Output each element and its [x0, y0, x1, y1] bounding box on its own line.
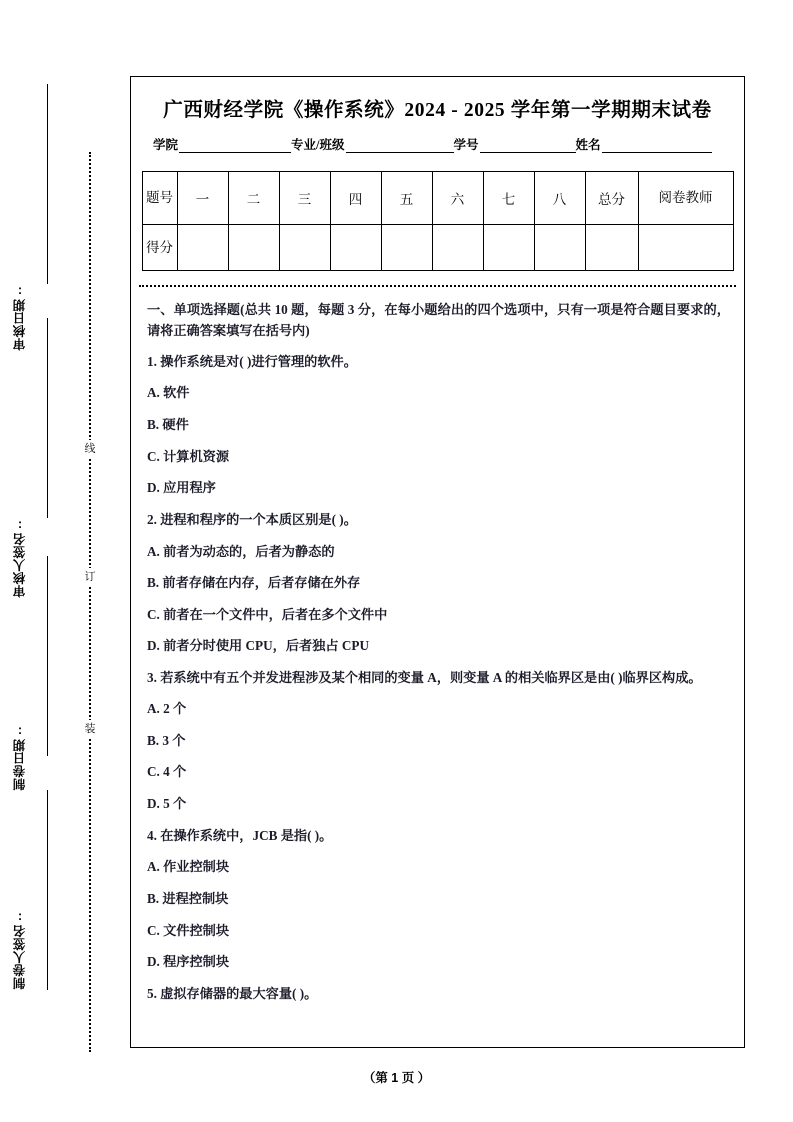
table-cell-q8: 八 — [534, 172, 585, 225]
field-name — [576, 135, 712, 153]
section-heading-multiple-choice: 一、单项选择题(总共 10 题，每题 3 分，在每小题给出的四个选项中，只有一项是符合题目要求的，请将正确答案填写在括号内) — [147, 302, 730, 339]
score-cell-total[interactable] — [585, 225, 638, 271]
question-4-option-a[interactable]: A. 作业控制块 — [147, 859, 230, 875]
table-cell-teacher-label: 阅卷教师 — [638, 172, 733, 225]
row-label-question-number: 题号 — [142, 172, 177, 225]
field-major-class-input[interactable] — [346, 139, 454, 153]
margin-label-print-date: 制卷日期: — [13, 724, 27, 791]
binding-char-zhuang: 装 — [82, 720, 98, 738]
question-4-option-c[interactable]: C. 文件控制块 — [147, 922, 230, 938]
table-cell-q5: 五 — [381, 172, 432, 225]
exam-content — [147, 299, 730, 1004]
question-4-option-b[interactable]: B. 进程控制块 — [147, 890, 229, 906]
question-2-option-d[interactable]: D. 前者分时使用 CPU，后者独占 CPU — [147, 638, 369, 654]
score-cell-5[interactable] — [381, 225, 432, 271]
table-cell-q7: 七 — [483, 172, 534, 225]
question-1-option-c[interactable]: C. 计算机资源 — [147, 448, 230, 464]
left-binding-margin — [0, 0, 120, 1122]
question-3-stem: 3. 若系统中有五个并发进程涉及某个相同的变量 A，则变量 A 的相关临界区是由( )临界区构成。 — [147, 670, 702, 685]
question-5-stem: 5. 虚拟存储器的最大容量( )。 — [147, 985, 318, 1001]
row-label-score: 得分 — [142, 225, 177, 271]
exam-page-frame — [130, 76, 745, 1048]
table-cell-total-label: 总分 — [585, 172, 638, 225]
field-student-id-input[interactable] — [480, 139, 576, 153]
student-info-row — [153, 135, 728, 153]
page-title: 广西财经学院《操作系统》2024 - 2025 学年第一学期期末试卷 — [163, 100, 712, 121]
table-cell-q1: 一 — [177, 172, 228, 225]
score-cell-4[interactable] — [330, 225, 381, 271]
question-4-stem: 4. 在操作系统中，JCB 是指( )。 — [147, 827, 333, 843]
question-3-option-a[interactable]: A. 2 个 — [147, 701, 187, 717]
field-major-class-label: 专业/班级 — [291, 138, 345, 152]
question-2-option-c[interactable]: C. 前者在一个文件中，后者在多个文件中 — [147, 606, 388, 622]
margin-label-printer-signature: 制卷人签名: — [13, 910, 27, 990]
page-footer: （第 1 页 ） — [362, 1071, 431, 1085]
field-name-input[interactable] — [602, 139, 712, 153]
dotted-separator — [139, 285, 736, 287]
question-1-option-a[interactable]: A. 软件 — [147, 385, 190, 401]
score-cell-2[interactable] — [228, 225, 279, 271]
question-3-option-b[interactable]: B. 3 个 — [147, 732, 186, 748]
question-1-option-d[interactable]: D. 应用程序 — [147, 480, 216, 496]
field-student-id — [454, 135, 576, 153]
score-cell-3[interactable] — [279, 225, 330, 271]
question-2-stem: 2. 进程和程序的一个本质区别是( )。 — [147, 511, 357, 527]
binding-dots — [89, 152, 91, 1052]
field-college-input[interactable] — [179, 139, 291, 153]
field-college-label: 学院 — [153, 138, 179, 152]
binding-dotted-line — [81, 152, 99, 1052]
field-college — [153, 135, 291, 153]
table-cell-q6: 六 — [432, 172, 483, 225]
question-1-option-b[interactable]: B. 硬件 — [147, 417, 189, 432]
table-row-question-numbers — [142, 172, 733, 225]
question-1-stem: 1. 操作系统是对( )进行管理的软件。 — [147, 353, 357, 369]
margin-divider-1 — [47, 84, 48, 284]
table-cell-q2: 二 — [228, 172, 279, 225]
question-3-option-d[interactable]: D. 5 个 — [147, 796, 187, 811]
field-name-label: 姓名 — [575, 138, 601, 152]
score-cell-8[interactable] — [534, 225, 585, 271]
table-cell-q4: 四 — [330, 172, 381, 225]
margin-divider-4 — [47, 790, 48, 990]
binding-char-ding: 订 — [82, 568, 98, 586]
margin-divider-3 — [47, 556, 48, 756]
table-row-scores — [142, 225, 733, 271]
margin-divider-2 — [47, 318, 48, 518]
score-table — [142, 171, 734, 271]
question-2-option-a[interactable]: A. 前者为动态的，后者为静态的 — [147, 543, 335, 559]
table-cell-q3: 三 — [279, 172, 330, 225]
question-3-option-c[interactable]: C. 4 个 — [147, 764, 187, 780]
field-student-id-label: 学号 — [453, 138, 479, 152]
margin-label-review-date: 审核日期: — [13, 284, 27, 351]
field-major-class — [291, 135, 453, 153]
score-cell-6[interactable] — [432, 225, 483, 271]
score-cell-1[interactable] — [177, 225, 228, 271]
binding-char-xian: 线 — [82, 440, 98, 458]
score-cell-7[interactable] — [483, 225, 534, 271]
question-2-option-b[interactable]: B. 前者存储在内存，后者存储在外存 — [147, 575, 361, 591]
margin-label-reviewer-signature: 审核人签名: — [13, 518, 27, 598]
score-cell-teacher[interactable] — [638, 225, 733, 271]
question-4-option-d[interactable]: D. 程序控制块 — [147, 954, 230, 970]
